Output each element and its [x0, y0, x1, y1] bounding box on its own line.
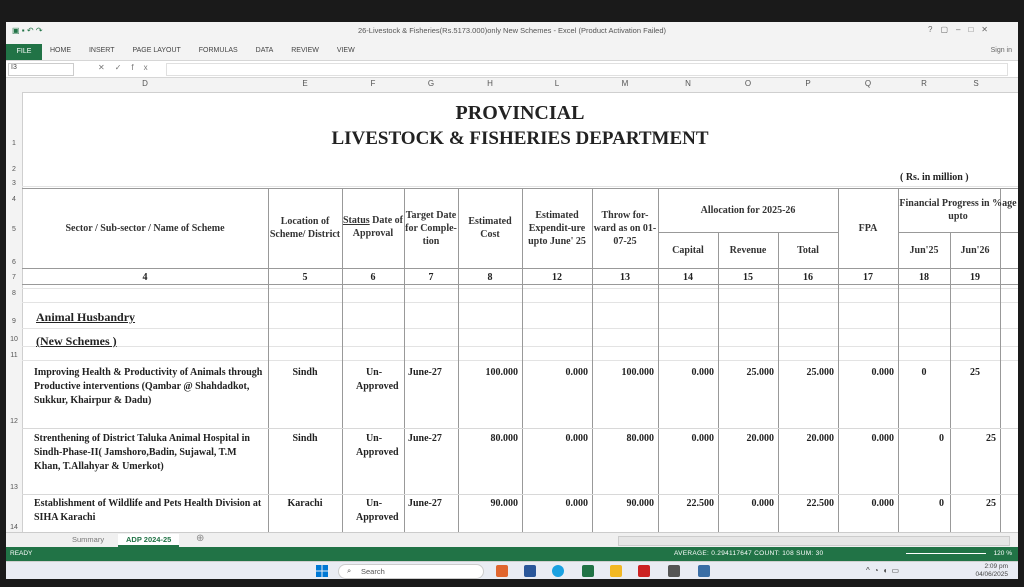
column-number: 19 [970, 272, 980, 283]
col-header-h[interactable]: H [487, 79, 493, 88]
add-sheet-icon[interactable]: ⊕ [196, 533, 205, 544]
sheet-title-department: LIVESTOCK & FISHERIES DEPARTMENT [331, 128, 709, 149]
scheme-name: Strenthening of District Taluka Animal Hospital in Sindh-Phase-II( Jamshoro,Badin, Sujawal, T.M Khan, T.Allahyar & Umerkot) [34, 433, 250, 472]
row-header[interactable]: 6 [12, 259, 16, 266]
scheme-estimated-exp: 0.000 [565, 367, 588, 378]
scheme-name: Improving Health & Productivity of Animals through Productive interventions (Qambar @ Shahdadkot, Sukkur, Khairpur & Dadu) [34, 367, 263, 406]
scheme-estimated-exp: 0.000 [565, 498, 588, 509]
zoom-slider[interactable] [906, 553, 986, 554]
excel-icon[interactable] [582, 565, 594, 577]
scheme-target: June-27 [408, 367, 442, 378]
col-header-e[interactable]: E [302, 79, 308, 88]
battery-icon[interactable]: ▭ [891, 566, 904, 575]
excel-window [6, 22, 1018, 579]
row-header[interactable]: 13 [10, 484, 18, 491]
column-number: 16 [803, 272, 813, 283]
column-number: 14 [683, 272, 693, 283]
search-placeholder: Search [361, 567, 385, 576]
sheet-tab-summary[interactable]: Summary [72, 535, 105, 544]
zoom-level[interactable]: 120 % [993, 550, 1012, 557]
wifi-icon[interactable]: ◔ [873, 566, 883, 575]
scheme-jun26: 25 [970, 367, 980, 378]
help-icon[interactable]: ? [927, 25, 941, 34]
header-estimated-cost: Estimated Cost [468, 216, 512, 240]
scheme-target: June-27 [408, 498, 442, 509]
tab-view[interactable]: VIEW [336, 47, 355, 54]
status-ready: READY [10, 550, 33, 557]
scheme-name: Establishment of Wildlife and Pets Health Division at SIHA Karachi [34, 498, 262, 523]
scheme-status: Un-Approved [356, 367, 399, 392]
sign-in-link[interactable]: Sign in [990, 47, 1012, 54]
row-header[interactable]: 11 [10, 352, 18, 359]
row-header[interactable]: 12 [10, 418, 18, 425]
clock-date: 04/06/2025 [975, 571, 1008, 578]
save-icon[interactable]: ▪ [21, 26, 25, 35]
chevron-up-icon[interactable]: ^ [866, 566, 874, 575]
horizontal-scrollbar[interactable] [618, 536, 1010, 546]
row-header[interactable]: 1 [12, 140, 16, 147]
row-header[interactable]: 8 [12, 290, 16, 297]
scheme-estimated-cost: 80.000 [490, 433, 518, 444]
function-icon[interactable]: fx [131, 63, 158, 72]
excel-logo-icon: ▣ [12, 26, 20, 35]
col-header-o[interactable]: O [744, 79, 752, 88]
scheme-total: 20.000 [806, 433, 834, 444]
column-number: 12 [552, 272, 562, 283]
status-bar [6, 547, 1018, 561]
tab-page-layout[interactable]: PAGE LAYOUT [132, 47, 181, 54]
row-header[interactable]: 9 [12, 318, 16, 325]
clock-time: 2:09 pm [984, 563, 1008, 570]
header-financial-progress: Financial Progress in %age upto [899, 198, 1017, 222]
col-header-d[interactable]: D [142, 79, 148, 88]
tab-review[interactable]: REVIEW [291, 47, 319, 54]
tab-file[interactable]: FILE [6, 44, 42, 60]
volume-icon[interactable]: ◖ [882, 566, 892, 575]
scheme-fpa: 0.000 [871, 433, 894, 444]
scheme-jun25: 0 [921, 367, 927, 378]
header-sector: Sector / Sub-sector / Name of Scheme [65, 222, 225, 234]
col-header-l[interactable]: L [554, 79, 560, 88]
formula-bar [6, 61, 1018, 78]
scheme-revenue: 0.000 [751, 498, 774, 509]
header-fpa: FPA [858, 222, 878, 234]
scheme-total: 25.000 [806, 367, 834, 378]
row-header[interactable]: 3 [12, 180, 16, 187]
column-number: 7 [428, 272, 434, 283]
ribbon-display-icon[interactable]: ▢ [940, 25, 956, 34]
app-icon[interactable] [668, 565, 680, 577]
header-throw-forward: Throw for-ward as on 01-07-25 [593, 209, 657, 247]
scheme-total: 22.500 [806, 498, 834, 509]
tab-data[interactable]: DATA [255, 47, 274, 54]
status-aggregates: AVERAGE: 0.294117647 COUNT: 108 SUM: 30 [674, 550, 824, 557]
section-animal-husbandry: Animal Husbandry [36, 310, 136, 324]
column-number: 8 [487, 272, 493, 283]
column-headers [6, 78, 1018, 93]
scheme-target: June-27 [408, 433, 442, 444]
undo-icon[interactable]: ↶ [26, 26, 34, 35]
sheet-tab-adp[interactable]: ADP 2024-25 [118, 534, 179, 547]
scheme-location: Sindh [292, 367, 318, 378]
column-number: 15 [743, 272, 753, 283]
scheme-capital: 0.000 [691, 367, 714, 378]
row-header[interactable]: 5 [12, 226, 16, 233]
col-header-f[interactable]: F [370, 79, 376, 88]
search-icon: ⌕ [347, 566, 352, 575]
word-icon[interactable] [524, 565, 536, 577]
header-revenue: Revenue [729, 244, 767, 256]
close-icon[interactable]: ✕ [981, 25, 996, 34]
subsection-new-schemes: (New Schemes ) [36, 334, 117, 348]
column-number: 4 [142, 272, 148, 283]
scheme-fpa: 0.000 [871, 367, 894, 378]
scheme-capital: 22.500 [686, 498, 714, 509]
header-capital: Capital [672, 244, 704, 256]
firefox-icon[interactable] [496, 565, 508, 577]
header-total: Total [797, 244, 819, 256]
window-controls[interactable] [928, 25, 996, 34]
row-header[interactable]: 7 [12, 274, 16, 281]
column-number: 18 [919, 272, 929, 283]
scheme-status: Un-Approved [356, 433, 399, 458]
redo-icon[interactable]: ↷ [35, 26, 43, 35]
col-header-s[interactable]: S [973, 79, 979, 88]
header-jun25: Jun'25 [909, 244, 939, 256]
windows-start-icon[interactable] [316, 565, 328, 577]
spreadsheet-grid[interactable] [22, 92, 1018, 532]
header-location: Location of Scheme/ District [269, 216, 341, 240]
scheme-revenue: 20.000 [746, 433, 774, 444]
scheme-throw-forward: 90.000 [626, 498, 654, 509]
scheme-jun26: 25 [986, 498, 996, 509]
taskbar [6, 561, 1018, 579]
col-header-m[interactable]: M [621, 79, 629, 88]
header-status-rest: Date of Approval [352, 215, 403, 239]
header-target-date: Target Date for Comple-tion [405, 209, 457, 247]
taskbar-clock[interactable] [975, 563, 1008, 579]
enter-icon[interactable]: ✓ [114, 63, 132, 72]
system-tray[interactable] [866, 566, 903, 575]
column-number: 13 [620, 272, 630, 283]
scheme-estimated-exp: 0.000 [565, 433, 588, 444]
row-header[interactable]: 4 [12, 196, 16, 203]
scheme-revenue: 25.000 [746, 367, 774, 378]
maximize-icon[interactable]: □ [968, 25, 982, 34]
minimize-icon[interactable]: – [956, 25, 969, 34]
taskbar-search[interactable] [338, 564, 484, 579]
col-header-n[interactable]: N [685, 79, 691, 88]
pdf-reader-icon[interactable] [638, 565, 650, 577]
title-bar [6, 22, 1018, 44]
edge-icon[interactable] [552, 565, 564, 577]
unit-note: ( Rs. in million ) [900, 172, 969, 183]
scheme-estimated-cost: 90.000 [490, 498, 518, 509]
formula-input[interactable] [166, 63, 1008, 76]
scheme-location: Sindh [292, 433, 318, 444]
file-explorer-icon[interactable] [610, 565, 622, 577]
column-number: 17 [863, 272, 873, 283]
header-status-underlined: Status [342, 215, 370, 226]
header-status [342, 188, 404, 268]
ribbon-tabs [6, 44, 1018, 61]
document-title: 26-Livestock & Fisheries(Rs.5173.000)only New Schemes - Excel (Product Activation Failed) [357, 26, 667, 35]
header-estimated-expenditure: Estimated Expendit-ure upto June' 25 [528, 209, 586, 247]
calculator-icon[interactable] [698, 565, 710, 577]
column-number: 6 [370, 272, 376, 283]
name-box[interactable]: I3 [8, 63, 74, 76]
tab-home[interactable]: HOME [50, 47, 71, 54]
scheme-fpa: 0.000 [871, 498, 894, 509]
col-header-q[interactable]: Q [864, 79, 872, 88]
row-headers [6, 92, 23, 532]
column-number: 5 [302, 272, 308, 283]
scheme-capital: 0.000 [691, 433, 714, 444]
tab-insert[interactable]: INSERT [88, 47, 115, 54]
row-header[interactable]: 2 [12, 166, 16, 173]
col-header-g[interactable]: G [427, 79, 435, 88]
cancel-icon[interactable]: ✕ [98, 63, 115, 72]
scheme-throw-forward: 100.000 [621, 367, 654, 378]
scheme-jun25: 0 [939, 498, 944, 509]
tab-formulas[interactable]: FORMULAS [198, 47, 238, 54]
sheet-tab-bar [6, 532, 1018, 547]
scheme-location: Karachi [287, 498, 323, 509]
scheme-throw-forward: 80.000 [626, 433, 654, 444]
scheme-jun26: 25 [986, 433, 996, 444]
row-header[interactable]: 14 [10, 524, 18, 531]
scheme-jun25: 0 [939, 433, 944, 444]
header-allocation: Allocation for 2025-26 [700, 204, 796, 216]
scheme-status: Un-Approved [356, 498, 399, 523]
col-header-p[interactable]: P [805, 79, 811, 88]
row-header[interactable]: 10 [10, 336, 18, 343]
header-jun26: Jun'26 [960, 244, 990, 256]
scheme-estimated-cost: 100.000 [485, 367, 518, 378]
sheet-title-provincial: PROVINCIAL [455, 102, 585, 124]
col-header-r[interactable]: R [921, 79, 927, 88]
